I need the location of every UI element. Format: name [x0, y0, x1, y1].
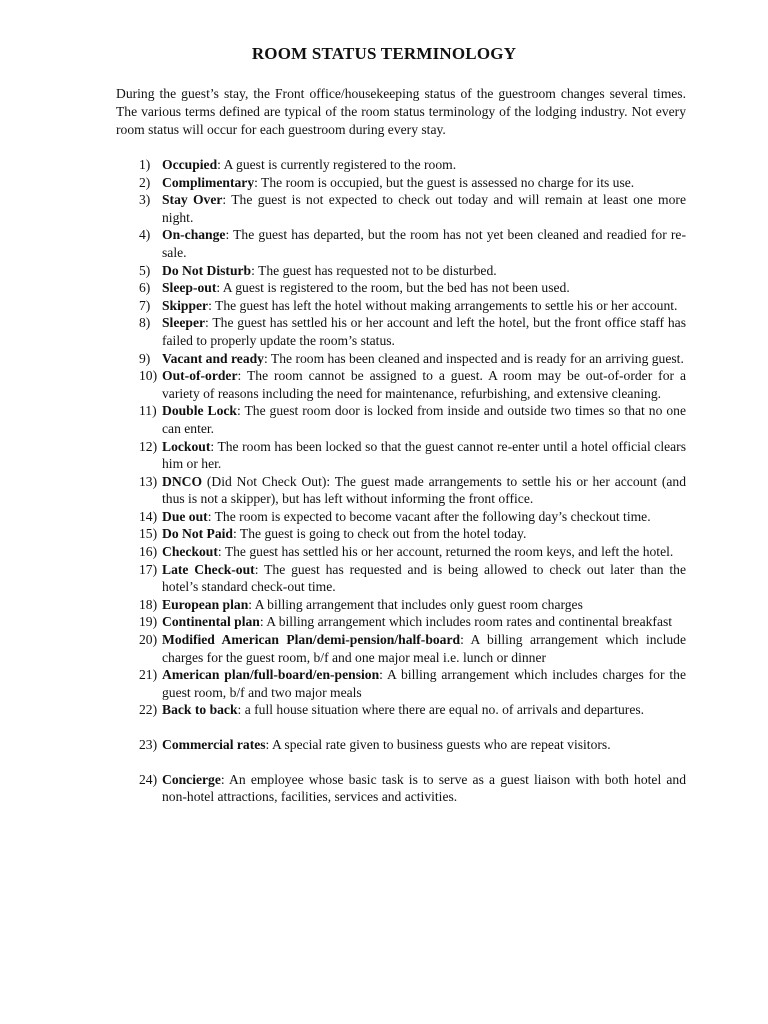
term-name: Stay Over — [162, 192, 223, 208]
term-number: 10) — [139, 368, 158, 384]
term-item — [116, 631, 686, 666]
term-number: 17) — [139, 561, 158, 577]
term-name: On-change — [162, 227, 226, 243]
term-item — [116, 279, 686, 297]
term-name: Skipper — [162, 297, 209, 313]
term-definition: : The room has been cleaned and inspected and is ready for an arriving guest. — [263, 350, 684, 366]
term-definition: : A guest is currently registered to the room. — [217, 157, 457, 172]
term-number: 8) — [139, 315, 151, 331]
term-number: 2) — [139, 174, 151, 190]
term-definition: : The guest is going to check out from the hotel today. — [233, 526, 527, 542]
term-definition: : The guest has settled his or her account and left the hotel, but the front office staff has failed to properly update the room’s status. — [162, 315, 686, 348]
term-name: Sleep-out — [162, 280, 217, 296]
term-number: 11) — [139, 403, 157, 419]
term-name: DNCO — [162, 473, 203, 489]
term-number: 1) — [139, 157, 151, 172]
term-item — [116, 771, 686, 806]
term-item — [116, 508, 686, 526]
term-definition: : The room has been locked so that the guest cannot re-enter until a hotel official clears him or her. — [162, 438, 686, 472]
term-name: Sleeper — [162, 315, 206, 331]
term-number: 21) — [139, 667, 158, 683]
term-name: Double Lock — [162, 403, 237, 419]
term-definition: : The room cannot be assigned to a guest. A room may be out-of-order for a variety of reasons including the need for maintenance, refurbishing, and extensive cleaning. — [162, 368, 686, 401]
term-item — [116, 596, 686, 614]
term-name: Occupied — [162, 157, 218, 172]
term-item — [116, 613, 686, 631]
intro-paragraph: During the guest’s stay, the Front office/housekeeping status of the guestroom changes several times. The various terms defined are typical of the room status terminology of the lodging industry. Not every room status will occur for each guestroom during every stay. — [116, 86, 686, 137]
term-number: 4) — [139, 227, 151, 243]
term-number: 20) — [139, 632, 158, 648]
term-definition: : The guest room door is locked from inside and outside two times so that no one can enter. — [162, 403, 686, 436]
term-number: 5) — [139, 262, 151, 278]
term-item — [116, 262, 686, 280]
term-name: Due out — [162, 508, 208, 524]
term-name: American plan/full-board/en-pension — [162, 667, 380, 683]
term-name: Do Not Paid — [162, 526, 233, 542]
term-definition: : The guest has requested not to be disturbed. — [251, 262, 497, 278]
term-item — [116, 226, 686, 261]
term-definition: : A special rate given to business guests who are repeat visitors. — [265, 737, 611, 752]
term-item — [116, 666, 686, 701]
term-item — [116, 402, 686, 437]
term-number: 9) — [139, 350, 151, 366]
term-number: 7) — [139, 297, 151, 313]
term-number: 12) — [139, 438, 158, 454]
term-name: Checkout — [162, 544, 218, 560]
term-definition: : The room is expected to become vacant after the following day’s checkout time. — [207, 508, 651, 524]
term-name: European plan — [162, 596, 249, 612]
term-item — [116, 701, 686, 719]
term-number: 3) — [139, 192, 151, 208]
terms-list — [116, 156, 686, 806]
term-number: 6) — [139, 280, 151, 296]
term-definition: (Did Not Check Out): The guest made arrangements to settle his or her account (and thus is not a skipper), but has left without informing the front office. — [162, 473, 686, 507]
term-name: Concierge — [162, 771, 221, 787]
term-item — [116, 350, 686, 368]
term-name: Commercial rates — [162, 737, 266, 752]
term-number: 16) — [139, 544, 158, 560]
document-title: ROOM STATUS TERMINOLOGY — [251, 44, 517, 63]
term-item — [116, 438, 686, 473]
term-number: 14) — [139, 508, 158, 524]
term-definition: : The guest has departed, but the room has not yet been cleaned and readied for re-sale. — [162, 227, 686, 260]
term-name: Vacant and ready — [162, 350, 264, 366]
term-number: 22) — [139, 702, 158, 718]
term-item — [116, 314, 686, 349]
term-name: Continental plan — [162, 614, 260, 630]
term-name: Back to back — [162, 702, 238, 718]
term-definition: : The guest has left the hotel without making arrangements to settle his or her account. — [208, 297, 678, 313]
term-number: 18) — [139, 596, 158, 612]
term-number: 13) — [139, 473, 158, 489]
term-definition: : The guest has requested and is being allowed to check out later than the hotel’s standard check-out time. — [162, 561, 686, 595]
term-item — [116, 561, 686, 596]
term-definition: : A billing arrangement which includes room rates and continental breakfast — [259, 614, 673, 630]
term-item — [116, 297, 686, 315]
term-item — [116, 367, 686, 402]
term-name: Late Check-out — [162, 561, 255, 577]
term-name: Complimentary — [162, 174, 255, 190]
term-definition: : The guest is not expected to check out today and will remain at least one more night. — [162, 192, 686, 225]
term-number: 15) — [139, 526, 158, 542]
term-item — [116, 473, 686, 508]
term-number: 23) — [139, 737, 158, 752]
term-item — [116, 525, 686, 543]
term-definition: : A billing arrangement which includes charges for the guest room, b/f and two major meals — [162, 667, 686, 700]
term-definition: : The guest has settled his or her account, returned the room keys, and left the hotel. — [217, 544, 674, 560]
term-item — [116, 543, 686, 561]
term-definition: : A billing arrangement which include charges for the guest room, b/f and one major meal i.e. lunch or dinner — [162, 632, 686, 665]
term-name: Modified American Plan/demi-pension/half-board — [162, 632, 461, 648]
term-item — [116, 736, 686, 754]
term-item — [116, 156, 686, 174]
term-definition: : A guest is registered to the room, but the bed has not been used. — [216, 280, 570, 296]
term-definition: : The room is occupied, but the guest is assessed no charge for its use. — [254, 174, 635, 190]
term-item — [116, 174, 686, 192]
term-name: Do Not Disturb — [162, 262, 252, 278]
term-definition: : An employee whose basic task is to serve as a guest liaison with both hotel and non-hotel attractions, facilities, services and activities. — [162, 771, 686, 805]
term-number: 24) — [139, 771, 158, 787]
term-name: Lockout — [162, 438, 211, 454]
term-definition: : A billing arrangement that includes only guest room charges — [248, 596, 583, 612]
term-number: 19) — [139, 614, 158, 630]
term-definition: : a full house situation where there are equal no. of arrivals and departures. — [237, 702, 645, 718]
term-name: Out-of-order — [162, 368, 238, 384]
term-item — [116, 191, 686, 226]
